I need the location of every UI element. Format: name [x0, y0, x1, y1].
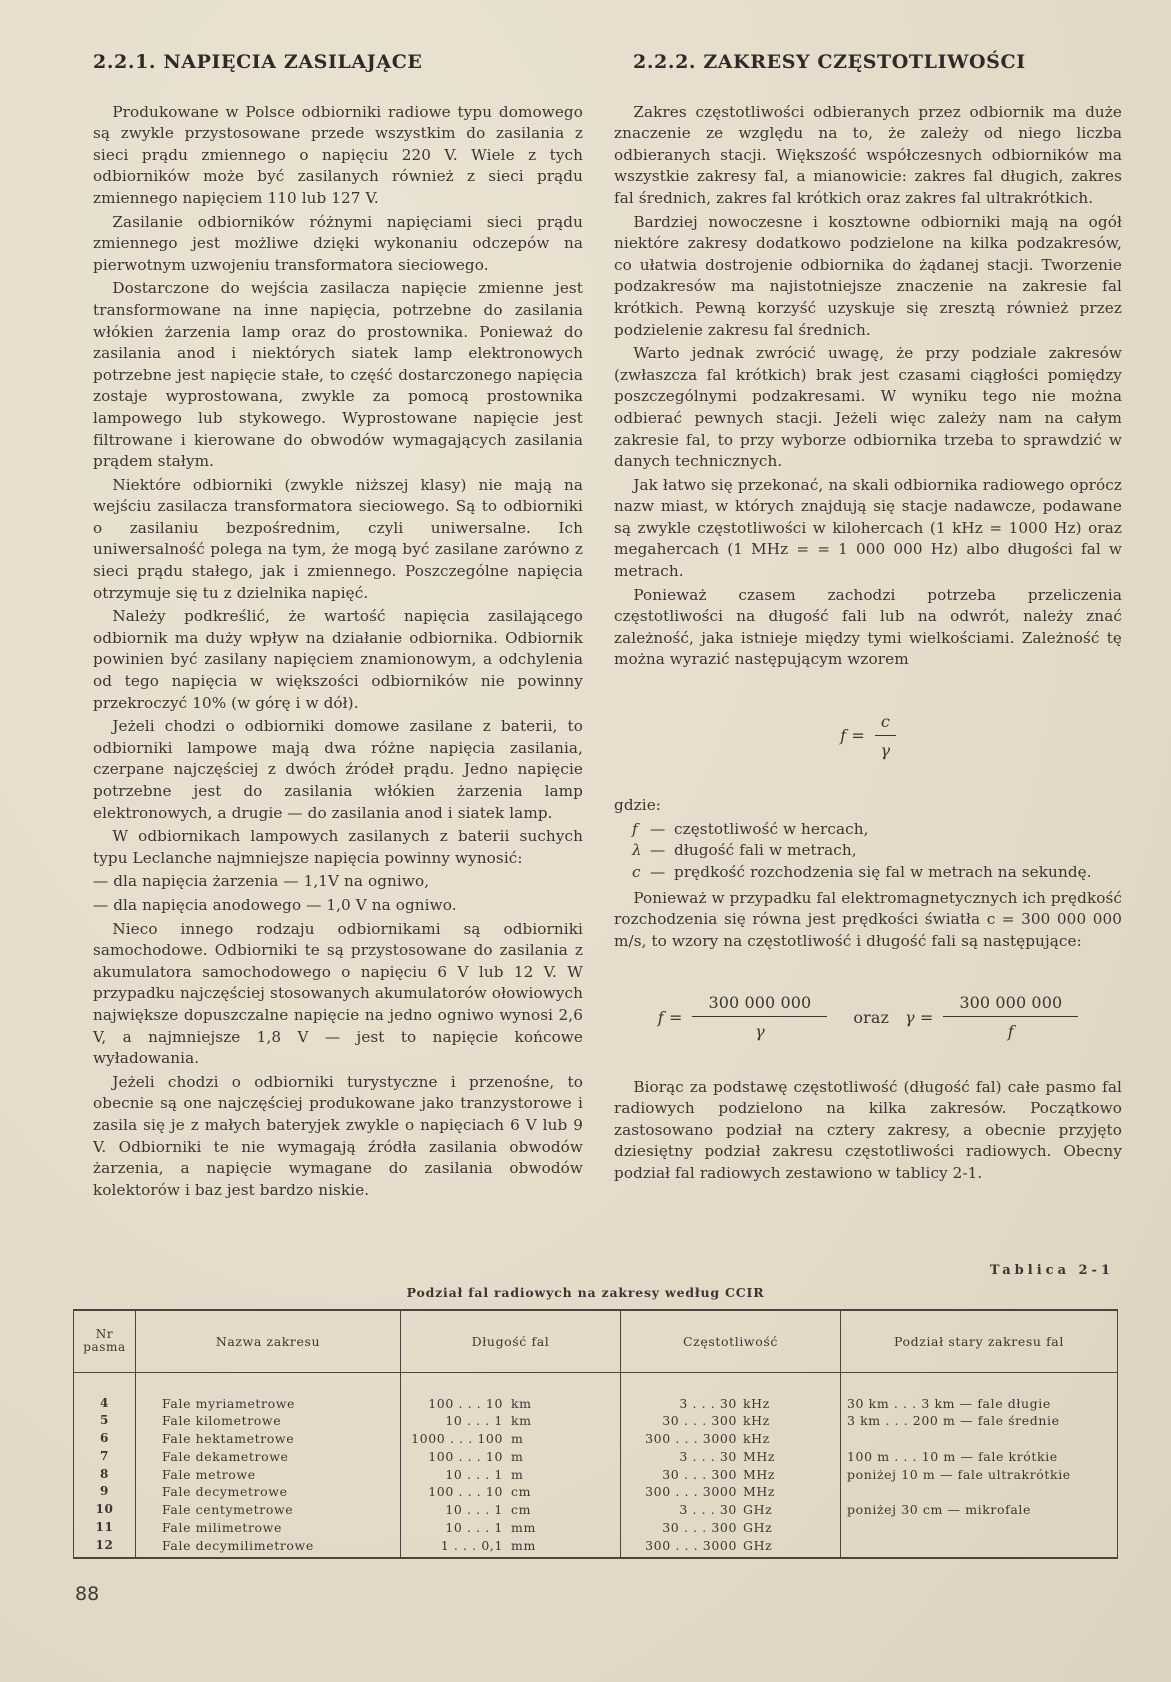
cell-nr: 11 [95, 1520, 114, 1535]
symbol-definitions [632, 819, 1122, 884]
paragraph: W odbiornikach lampowych zasilanych z baterii suchych typu Leclanche najmniejsze napięcia powinny wynosić: [93, 827, 583, 867]
cell-nr: 4 [100, 1395, 109, 1410]
numerator: c [875, 711, 896, 736]
paragraph: Jeżeli chodzi o odbiorniki domowe zasilane z baterii, to odbiorniki lampowe mają dwa różne napięcia zasilania, czerpane najczęściej z dwóch źródeł prądu. Jedno napięcie potrzebne jest do zasilania włókien żarzenia lamp elektronowych, a drugie — do zasilania anod i siatek lamp. [93, 717, 583, 822]
cell-name: Fale dekametrowe [162, 1448, 289, 1464]
wave-ranges-table [73, 1309, 1118, 1559]
section-heading-supply-voltages: 2.2.1. NAPIĘCIA ZASILAJĄCE [93, 51, 423, 73]
definition-text: długość fali w metrach, [674, 841, 857, 860]
cell-frequency: 3 . . . 30 kHz [679, 1395, 770, 1411]
list-item: — dla napięcia anodowego — 1,0 V na ogniwo. [93, 895, 457, 914]
cell-name: Fale metrowe [162, 1466, 256, 1482]
definition-lambda [632, 840, 1122, 862]
column-name [136, 1372, 401, 1558]
header-frequency: Częstotliwość [621, 1310, 841, 1372]
cell-name: Fale kilometrowe [162, 1413, 282, 1429]
cell-length: 10 . . . 1 mm [445, 1520, 536, 1536]
cell-name: Fale centymetrowe [162, 1502, 294, 1518]
cell-length: 10 . . . 1 m [445, 1466, 524, 1482]
list-item: — dla napięcia żarzenia — 1,1V na ogniwo, [93, 872, 430, 891]
cell-nr: 5 [100, 1413, 109, 1428]
left-paragraphs [93, 102, 583, 1202]
cell-length: 100 . . . 10 km [428, 1395, 532, 1411]
cell-frequency: 300 . . . 3000 MHz [645, 1484, 776, 1500]
dash: — [650, 819, 666, 838]
section-heading-frequency-ranges: 2.2.2. ZAKRESY CZĘSTOTLIWOŚCI [633, 51, 1026, 73]
dash: — [650, 841, 666, 860]
paragraph: Jak łatwo się przekonać, na skali odbiornika radiowego oprócz nazw miast, w których znajdują się stacje nadawcze, podawane są zwykle częstotliwości w kilohercach (1 kHz = 1000 Hz) oraz megahercach (1 MHz = = 1 000 000 Hz) albo długości fal w metrach. [614, 475, 1122, 581]
symbol: f [632, 819, 638, 838]
cell-nr: 12 [95, 1537, 114, 1552]
cell-nr: 6 [100, 1431, 109, 1446]
paragraph: Niektóre odbiorniki (zwykle niższej klasy) nie mają na wejściu zasilacza transformatora sieciowego. Są to odbiorniki o zasilaniu bezpośrednim, czyli uniwersalne. Ich uniwersalność polega na tym, że mogą być zasilane zarówno z sieci prądu stałego, jak i zmiennego. Poszczególne napięcia otrzymuje się tu z dzielnika napięć. [93, 475, 583, 602]
cell-old-division: 100 m . . . 10 m — fale krótkie [847, 1448, 1058, 1464]
cell-name: Fale milimetrowe [162, 1520, 282, 1536]
cell-name: Fale myriametrowe [162, 1395, 296, 1411]
table-body [74, 1372, 1118, 1558]
numerator: 300 000 000 [943, 992, 1078, 1017]
column-length [401, 1372, 621, 1558]
cell-old-division [847, 1483, 1117, 1501]
paragraph: Zasilanie odbiorników różnymi napięciami sieci prądu zmiennego jest możliwe dzięki wykonaniu odczepów na pierwotnym uzwojeniu transformatora sieciowego. [93, 212, 583, 274]
fraction [875, 711, 896, 761]
header-name: Nazwa zakresu [136, 1310, 401, 1372]
cell-name: Fale decymetrowe [162, 1484, 288, 1500]
cell-old-division: poniżej 30 cm — mikrofale [847, 1502, 1031, 1518]
definition-f [632, 819, 1122, 841]
cell-length: 10 . . . 1 km [445, 1413, 532, 1429]
cell-nr: 7 [100, 1448, 109, 1463]
cell-frequency: 300 . . . 3000 kHz [645, 1431, 770, 1447]
cell-length: 100 . . . 10 cm [428, 1484, 532, 1500]
conjunction: oraz [853, 1007, 889, 1027]
cell-length: 10 . . . 1 cm [445, 1502, 532, 1518]
cell-frequency: 3 . . . 30 MHz [679, 1448, 776, 1464]
cell-length: 100 . . . 10 m [428, 1448, 524, 1464]
formula-lhs: f = [657, 1007, 683, 1027]
dash: — [650, 863, 666, 881]
fraction [943, 992, 1078, 1042]
denominator: f [1007, 1021, 1014, 1041]
column-old-division [841, 1372, 1118, 1558]
paragraph: Biorąc za podstawę częstotliwość (długość fal) całe pasmo fal radiowych podzielono na kilka zakresów. Początkowo zastosowano podział na cztery zakresy, a obecnie przyjęto dziesiętny podział zakresu częstotliwości radiowych. Obecny podział fal radiowych zestawiono w tablicy 2-1. [614, 1077, 1122, 1182]
paragraph: Dostarczone do wejścia zasilacza napięcie zmienne jest transformowane na inne napięcia, potrzebne do zasilania włókien żarzenia lamp oraz do prostownika. Ponieważ do zasilania anod i niektórych siatek lamp elektronowych potrzebne jest napięcie stałe, to część dostarczonego napięcia zostaje wyprostowana, zwykle za pomocą prostownika lampowego lub stykowego. Wyprostowane napięcie jest filtrowane i kierowane do obwodów wymagających zasilania prądem stałym. [93, 279, 583, 471]
cell-frequency: 3 . . . 30 GHz [679, 1502, 773, 1518]
paragraph: Nieco innego rodzaju odbiornikami są odbiorniki samochodowe. Odbiorniki te są przystosowane do zasilania z akumulatora samochodowego o napięciu 6 V lub 12 V. W przypadku najczęściej stosowanych akumulatorów ołowiowych największe dopuszczalne napięcie na jedno ogniwo wynosi 2,6 V, a najmniejsze 1,8 V — jest to napięcie końcowe wyładowania. [93, 919, 583, 1068]
formula-frequency-wavelength [614, 992, 1122, 1042]
where-label: gdzie: [614, 796, 662, 815]
cell-frequency: 30 . . . 300 GHz [662, 1520, 773, 1536]
header-length: Długość fal [401, 1310, 621, 1372]
paragraph: Zakres częstotliwości odbieranych przez odbiornik ma duże znaczenie ze względu na to, że zależy od niego liczba odbieranych stacji. Większość współczesnych odbiorników ma wszystkie zakresy fal, a mianowicie: zakres fal długich, zakres fal średnich, zakres fal krótkich oraz zakres fal ultrakrótkich. [614, 102, 1122, 207]
cell-old-division [847, 1430, 1117, 1448]
cell-nr: 8 [100, 1466, 109, 1481]
header-nr: Nr pasma [74, 1310, 136, 1372]
paragraph: Ponieważ w przypadku fal elektromagnetycznych ich prędkość rozchodzenia się równa jest prędkości światła c = 300 000 000 m/s, to wzory na częstotliwość i długość fali są następujące: [614, 888, 1122, 950]
cell-frequency: 30 . . . 300 MHz [662, 1466, 776, 1482]
paragraph: Ponieważ czasem zachodzi potrzeba przeliczenia częstotliwości na długość fali lub na odwrót, należy znać zależność, jaka istnieje między tymi wielkościami. Zależność tę można wyrazić następującym wzorem [614, 585, 1122, 669]
left-column [93, 52, 583, 1203]
paragraph: Należy podkreślić, że wartość napięcia zasilającego odbiornik ma duży wpływ na działanie odbiornika. Odbiornik powinien być zasilany napięciem znamionowym, a odchylenia od tego napięcia w większości odbiorników nie powinny przekroczyć 10% (w górę i w dół). [93, 607, 583, 712]
column-nr [74, 1372, 136, 1558]
paragraph: Jeżeli chodzi o odbiorniki turystyczne i przenośne, to obecnie są one najczęściej produkowane jako tranzystorowe i zasila się je z małych bateryjek zwykle o napięciach 6 V lub 9 V. Odbiorniki te nie wymagają źródła zasilania obwodów żarzenia, a napięcie wymagane do zasilania obwodów kolektorów i baz jest bardzo niskie. [93, 1072, 583, 1199]
definition-text: prędkość rozchodzenia się fal w metrach na sekundę. [674, 863, 1092, 881]
paragraph: Produkowane w Polsce odbiorniki radiowe typu domowego są zwykle przystosowane przede wszystkim do zasilania z sieci prądu zmiennego o napięciu 220 V. Wiele z tych odbiorników może być zasilanych również z sieci prądu zmiennego napięciem 110 lub 127 V. [93, 102, 583, 207]
cell-name: Fale decymilimetrowe [162, 1537, 314, 1553]
definition-c [632, 862, 1122, 884]
denominator: γ [755, 1021, 765, 1041]
formula-lhs: γ = [905, 1007, 934, 1027]
table-caption: Podział fal radiowych na zakresy według CCIR [406, 1285, 765, 1300]
table-label: Tablica 2-1 [989, 1263, 1114, 1278]
cell-length: 1 . . . 0,1 mm [440, 1537, 536, 1553]
cell-old-division [847, 1537, 1117, 1555]
table-header-row [74, 1310, 1118, 1372]
cell-nr: 9 [100, 1484, 109, 1499]
cell-nr: 10 [95, 1502, 114, 1517]
cell-frequency: 300 . . . 3000 GHz [645, 1537, 773, 1553]
header-old-division: Podział stary zakresu fal [841, 1310, 1118, 1372]
denominator: γ [880, 740, 891, 760]
page-number: 88 [75, 1583, 100, 1605]
cell-old-division: poniżej 10 m — fale ultrakrótkie [847, 1466, 1071, 1482]
right-column [614, 52, 1122, 1187]
formula-frequency [614, 711, 1122, 761]
paragraph: Bardziej nowoczesne i kosztowne odbiorniki mają na ogół niektóre zakresy dodatkowo podzielone na kilka podzakresów, co ułatwia dostrojenie odbiornika do żądanej stacji. Tworzenie podzakresów ma najistotniejsze znaczenie na zakresie fal krótkich. Pewną korzyść uzyskuje się zresztą również przez podzielenie zakresu fal średnich. [614, 212, 1122, 339]
cell-length: 1000 . . . 100 m [411, 1431, 524, 1447]
cell-name: Fale hektametrowe [162, 1431, 295, 1447]
symbol: λ [632, 841, 642, 860]
cell-frequency: 30 . . . 300 kHz [662, 1413, 770, 1429]
cell-old-division: 30 km . . . 3 km — fale długie [847, 1395, 1051, 1411]
column-frequency [621, 1372, 841, 1558]
cell-old-division [847, 1519, 1117, 1537]
numerator: 300 000 000 [692, 992, 827, 1017]
paragraph: Warto jednak zwrócić uwagę, że przy podziale zakresów (zwłaszcza fal krótkich) brak jest czasami ciągłości pomiędzy poszczególnymi podzakresami. W wyniku tego nie można odbierać pewnych stacji. Jeżeli więc zależy nam na całym zakresie fal, to przy wyborze odbiornika trzeba to sprawdzić w danych technicznych. [614, 344, 1122, 471]
cell-old-division: 3 km . . . 200 m — fale średnie [847, 1413, 1060, 1429]
fraction [692, 992, 827, 1042]
symbol: c [632, 863, 641, 881]
formula-lhs: f = [840, 726, 865, 746]
definition-text: częstotliwość w hercach, [674, 819, 869, 838]
